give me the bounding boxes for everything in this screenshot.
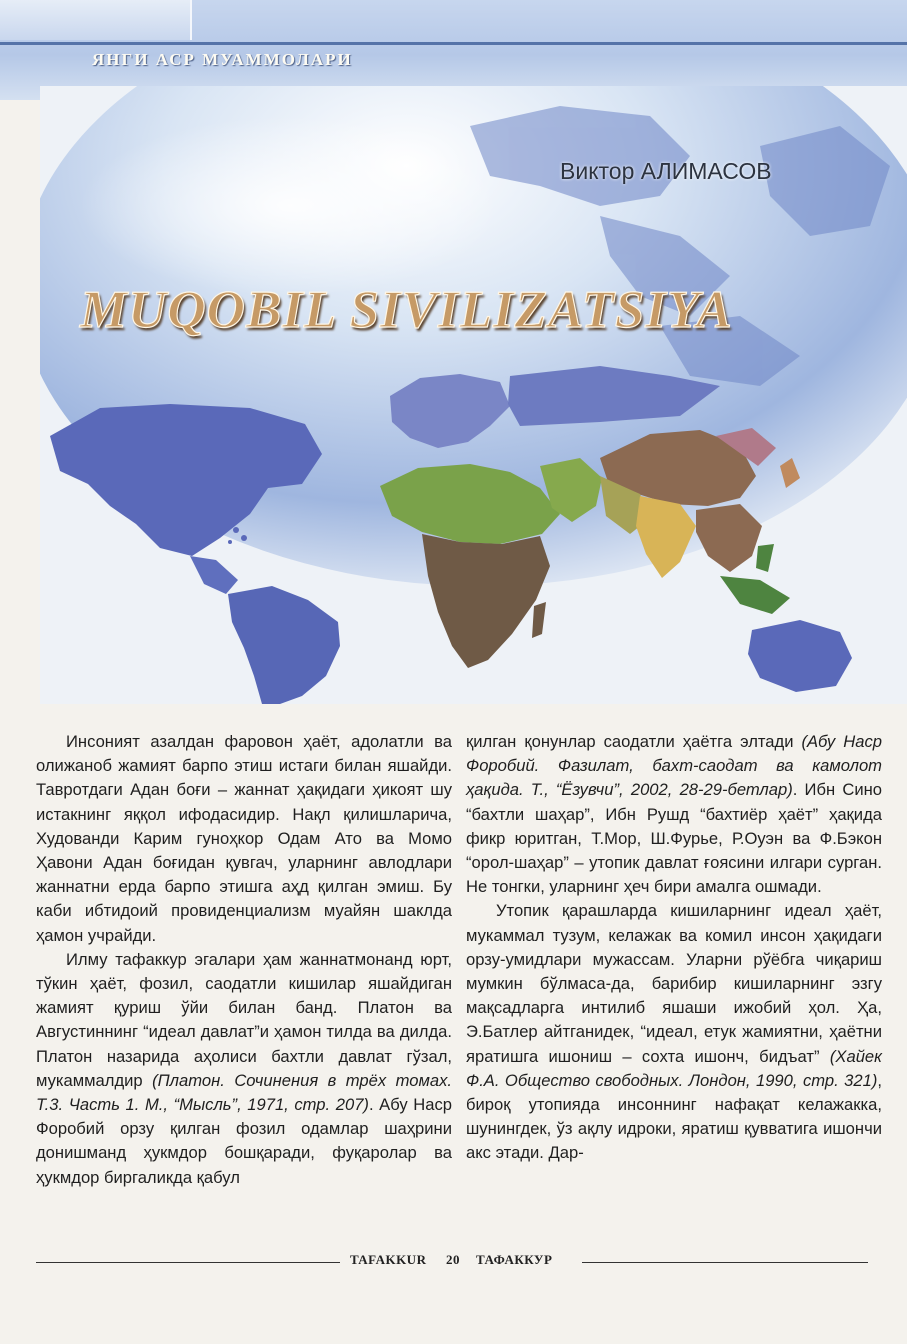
citation: (Абу Наср Форобий. Фазилат, бахт-саодат ва камолот ҳақида. Т., “Ёзувчи”, 2002, 28-29-бетлар) — [466, 732, 882, 800]
article-title: MUQOBIL SIVILIZATSIYA — [80, 281, 733, 339]
paragraph: Илму тафаккур эгалари ҳам жаннатмонанд юрт, тўкин ҳаёт, фозил, саодатли кишилар яшайдиган жамият қуриш ўйи билан банд. Платон ва Августиннинг “идеал давлат”и ҳамон тилда ва дилда. Платон назарида аҳолиси бахтли давлат гўзал, мукаммалдир (Платон. Сочинения в трёх томах. Т.3. Часть 1. М., “Мысль”, 1971, стр. 207). Абу Наср Форобий орзу қилган фозил одамлар шаҳрини донишманд ҳукмдор бошқаради, фуқаролар ва ҳукмдор биргаликда қабул — [36, 949, 453, 1187]
page-footer — [36, 1250, 868, 1274]
citation: (Платон. Сочинения в трёх томах. Т.3. Часть 1. М., “Мысль”, 1971, стр. 207) — [36, 1070, 453, 1115]
footer-rule-right — [582, 1262, 868, 1263]
author-name: Виктор АЛИМАСОВ — [560, 158, 772, 184]
footer-label-cyrillic: ТАФАККУР — [476, 1252, 553, 1267]
article-column-left — [36, 730, 452, 1256]
paragraph: Инсоният азалдан фаровон ҳаёт, адолатли ва олижаноб жамият барпо этиш истаги билан яшайди. Тавротдаги Адан боғи – жаннат ҳақидаги ҳикоят шу истакнинг яққол ифодасидир. Нақл қилишларича, Худованди Карим гуноҳкор Одам Ато ва Момо Ҳавони Адан боғидан қувгач, уларнинг авлодлари жаннатни ерда барпо этишга аҳд қилган эмиш. Бу каби ибтидоий провиденциализм муайян шаклда ҳамон учрайди. — [36, 732, 452, 945]
page-number: 20 — [446, 1252, 460, 1267]
paragraph: Утопик қарашларда кишиларнинг идеал ҳаёт, мукаммал тузум, келажак ва комил инсон ҳақидаги орзу-умидлари мужассам. Уларни рўёбга чиқариш мумкин бўлмаса-да, барибир кишиларнинг эзгу мақсадларга интилиб яшаши ижобий ҳол. Ҳа, Э.Батлер айтганидек, “идеал, етук жамиятни, ҳаётни яратишга ишониш – сохта ишонч, бидъат” (Хайек Ф.А. Общество свободных. Лондон, 1990, стр. 321), бироқ утопияда инсоннинг нафақат келажакка, шунингдек, ўз ақлу идроки, яратиш қувватига ишончи акс этади. Дар- — [466, 901, 882, 1163]
article-column-right — [466, 730, 882, 1256]
header-tab — [0, 0, 192, 40]
citation: (Хайек Ф.А. Общество свободных. Лондон, 1990, стр. 321) — [466, 1046, 882, 1090]
globe-highlight — [80, 116, 500, 296]
footer-rule-left — [36, 1262, 340, 1263]
paragraph: қилган қонунлар саодатли ҳаётга элтади (Абу Наср Форобий. Фазилат, бахт-саодат ва камолот ҳақида. Т., “Ёзувчи”, 2002, 28-29-бетлар). Ибн Сино “бахтли шаҳар”, Ибн Рушд “бахтиёр ҳаёт” ҳақида фикр юритган, Т.Мор, Ш.Фурье, Р.Оуэн ва Ф.Бэкон “орол-шаҳар” – утопик давлат ғоясини илгари сурган. Не тонгки, уларнинг ҳеч бири амалга ошмади. — [466, 732, 883, 897]
header-rule — [0, 42, 907, 45]
footer-label-latin: TAFAKKUR — [350, 1252, 427, 1267]
section-rubric: ЯНГИ АСР МУАММОЛАРИ — [92, 50, 353, 69]
